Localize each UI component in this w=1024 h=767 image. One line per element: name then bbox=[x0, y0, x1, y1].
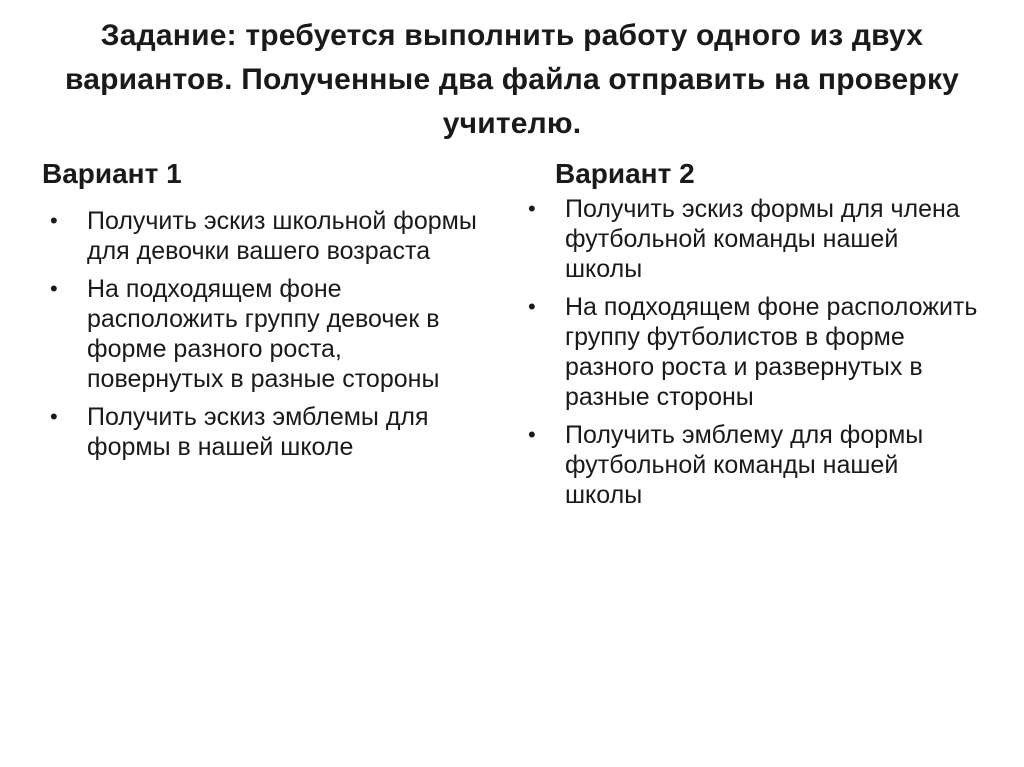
bullet-icon: • bbox=[528, 294, 536, 319]
variant-1-heading: Вариант 1 bbox=[42, 158, 182, 189]
list-item-text: Получить эскиз школьной формы для девочки вашего возраста bbox=[87, 207, 477, 265]
list-item bbox=[42, 274, 482, 394]
variant-2-heading: Вариант 2 bbox=[555, 158, 695, 189]
variant-2-list bbox=[520, 194, 980, 510]
list-item-text: Получить эскиз эмблемы для формы в нашей школе bbox=[87, 403, 429, 461]
bullet-icon: • bbox=[528, 422, 536, 447]
list-item-text: Получить эскиз формы для члена футбольной команды нашей школы bbox=[565, 195, 960, 283]
bullet-icon: • bbox=[528, 196, 536, 221]
list-item bbox=[42, 402, 482, 462]
variant-1-list bbox=[42, 206, 482, 462]
list-item bbox=[42, 206, 482, 266]
bullet-icon: • bbox=[50, 276, 58, 301]
variant-2-column bbox=[520, 156, 980, 518]
bullet-icon: • bbox=[50, 404, 58, 429]
slide-title: Задание: требуется выполнить работу одного из двух вариантов. Полученные два файла отправить на проверку учителю. bbox=[64, 19, 960, 140]
list-item-text: На подходящем фоне расположить группу девочек в форме разного роста, повернутых в разные стороны bbox=[87, 275, 440, 393]
list-item-text: На подходящем фоне расположить группу футболистов в форме разного роста и развернутых в разные стороны bbox=[565, 293, 978, 411]
list-item bbox=[520, 292, 980, 412]
list-item bbox=[520, 194, 980, 284]
bullet-icon: • bbox=[50, 208, 58, 233]
variant-1-column bbox=[42, 156, 482, 470]
list-item bbox=[520, 420, 980, 510]
list-item-text: Получить эмблему для формы футбольной команды нашей школы bbox=[565, 421, 924, 509]
